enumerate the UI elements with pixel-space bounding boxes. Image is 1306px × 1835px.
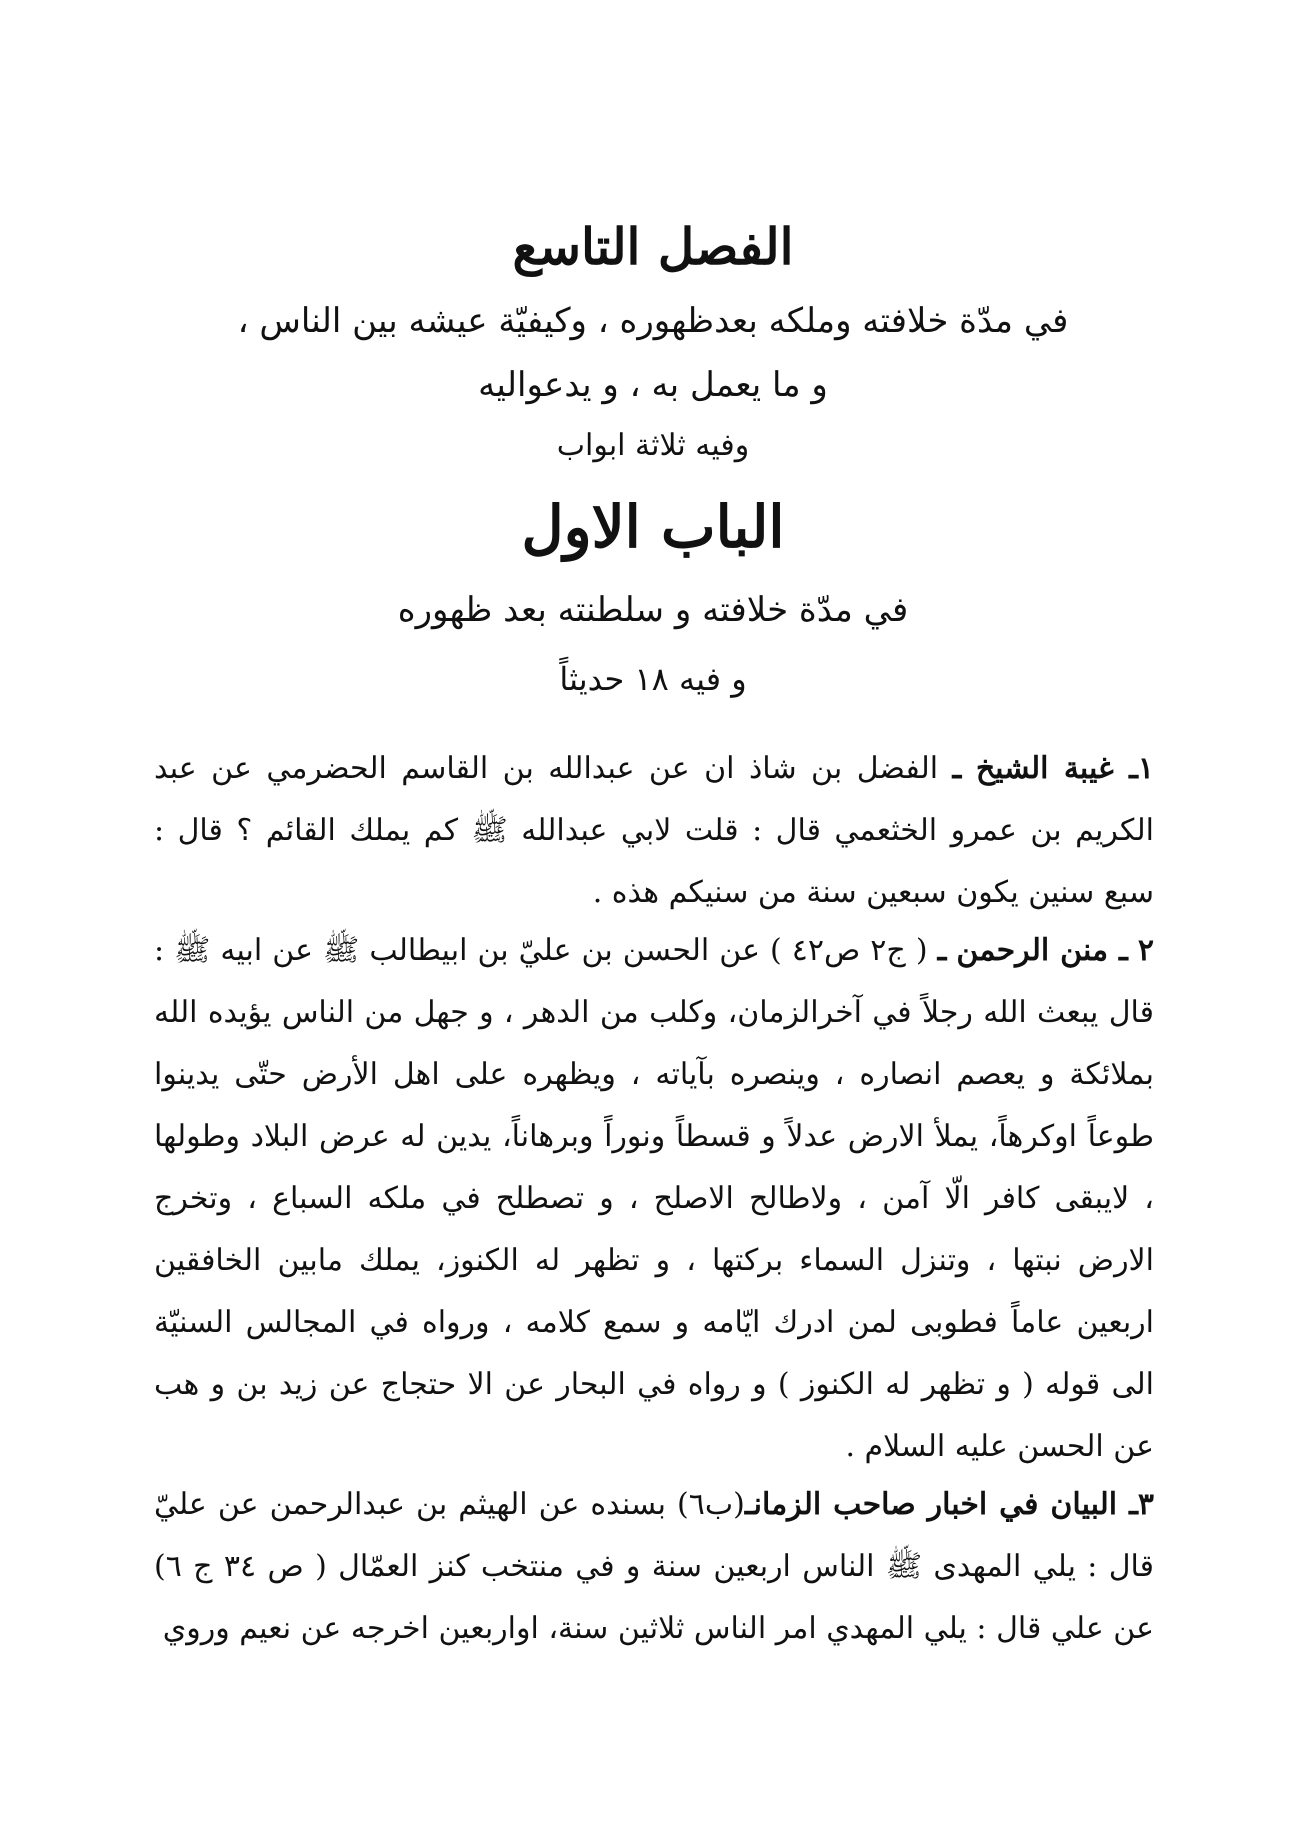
section-hadith-count: و فيه ١٨ حديثاً [559,660,747,698]
chapter-heading [0,205,1306,711]
hadith-source: غيبة الشيخ [975,751,1114,786]
hadith-dash: ـ [1113,751,1138,786]
hadith-dash: ـ [744,1487,754,1522]
hadith-dash: ـ [1117,1487,1138,1522]
hadith-dash: ـ [952,751,962,786]
section-title: الباب الاول [521,493,785,561]
chapter-title: الفصل التاسع [512,217,794,276]
hadith-text: الفضل بن شاذ ان عن عبدالله بن القاسم الحضرمي عن عبد الكريم بن عمرو الخثعمي قال : قلت لابي عبدالله ﷺ كم يملك القائم ؟ قال : سبع سنين يكون سبعين سنة من سنيكم هذه . [154,751,1154,910]
hadith-source: البيان في اخبار صاحب الزمان [753,1487,1118,1522]
hadith-number: ٢ [1137,933,1154,968]
hadith-dash: ـ [1108,933,1128,968]
hadith-paragraph [154,738,1154,924]
chapter-sections-note: وفيه ثلاثة ابواب [556,428,750,463]
hadith-paragraph [154,920,1154,1478]
section-description: في مدّة خلافته و سلطنته بعد ظهوره [397,590,909,630]
chapter-description-line-1: في مدّة خلافته وملكه بعدظهوره ، وكيفيّة عيشه بين الناس ، [237,301,1069,341]
hadith-number: ٣ [1137,1487,1154,1522]
hadith-source: منن الرحمن [956,933,1109,968]
hadith-number: ١ [1137,751,1154,786]
hadith-text: ( ج٢ ص٤٢ ) عن الحسن بن عليّ بن ابيطالب ﷺ عن ابيه ﷺ : قال يبعث الله رجلاً في آخرالزمان، وكلب من الدهر ، و جهل من الناس يؤيده الله بملائكة و يعصم انصاره ، وينصره بآياته ، ويظهره على اهل الأرض حتّى يدينوا طوعاً اوكرهاً، يملأ الارض عدلاً و قسطاً ونوراً وبرهاناً، يدين له عرض البلاد وطولها ، لايبقى كافر الّا آمن ، ولاطالح الاصلح ، و تصطلح في ملكه السباع ، وتخرج الارض نبتها ، وتنزل السماء بركتها ، و تظهر له الكنوز، يملك مابين الخافقين اربعين عاماً فطوبى لمن ادرك ايّامه و سمع كلامه ، ورواه في المجالس السنيّة الى قوله ( و تظهر له الكنوز ) و رواه في البحار عن الا حتجاج عن زيد بن و هب عن الحسن عليه السلام . [154,933,1154,1464]
hadith-paragraph [154,1474,1154,1660]
chapter-description-line-2: و ما يعمل به ، و يدعواليه [478,365,828,405]
hadith-text: (ب٦) بسنده عن الهيثم بن عبدالرحمن عن عليّ قال : يلي المهدى ﷺ الناس اربعين سنة و في منتخب كنز العمّال ( ص ٣٤ ج ٦) عن علي قال : يلي المهدي امر الناس ثلاثين سنة، اواربعين اخرجه عن نعيم وروي [154,1487,1154,1646]
hadith-dash: ـ [937,933,947,968]
